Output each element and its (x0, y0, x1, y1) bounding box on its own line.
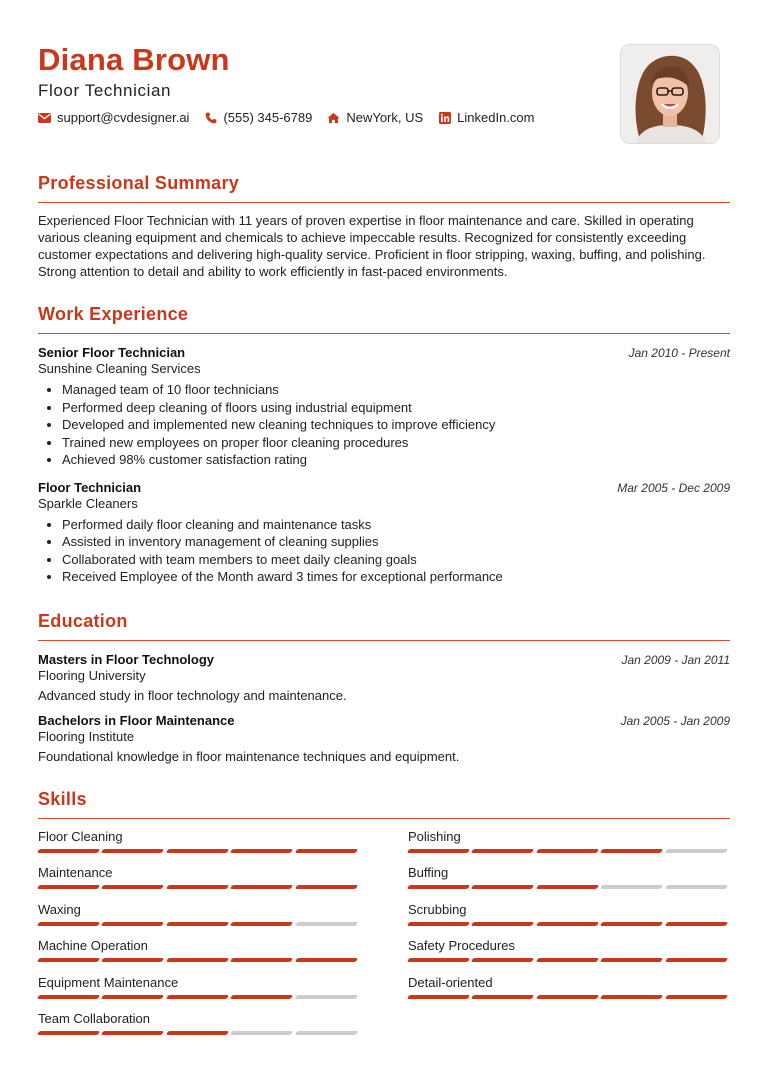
skill-level-segment-filled (471, 849, 535, 853)
skill-level-segment-empty (294, 995, 358, 999)
skills-section (38, 788, 730, 1048)
skill-level-segment-filled (471, 995, 535, 999)
home-icon (327, 111, 340, 124)
job-entry (38, 345, 730, 469)
skill-level-segment-filled (294, 849, 358, 853)
skill-level-segment-filled (101, 1031, 165, 1035)
job-dates: Jan 2010 - Present (628, 346, 730, 360)
contact-email-text: support@cvdesigner.ai (57, 110, 190, 125)
skill-level-segment-filled (37, 1031, 101, 1035)
skill-level-segment-filled (230, 849, 294, 853)
skill-level-segment-filled (536, 995, 600, 999)
job-bullet: • Trained new employees on proper floor cleaning procedures (62, 434, 730, 452)
education-section (38, 610, 730, 764)
skill-level-bar (408, 995, 728, 999)
job-title: Senior Floor Technician (38, 345, 186, 360)
skill-name: Floor Cleaning (38, 828, 123, 844)
skill-name: Machine Operation (38, 938, 148, 953)
education-dates: Jan 2005 - Jan 2009 (620, 713, 730, 728)
skill-level-segment-filled (536, 958, 600, 962)
skill-level-segment-empty (230, 1031, 294, 1035)
job-bullet: • Performed daily floor cleaning and maintenance tasks (62, 516, 730, 534)
job-bullet: • Performed deep cleaning of floors using industrial equipment (62, 399, 730, 417)
skill-level-segment-filled (230, 995, 294, 999)
phone-icon (204, 111, 217, 124)
skill-level-segment-filled (600, 995, 664, 999)
experience-heading: Work Experience (38, 303, 730, 334)
skill-level-bar (38, 922, 358, 926)
skill-level-bar (38, 958, 358, 962)
contact-phone-text: (555) 345-6789 (223, 110, 313, 125)
skill-level-segment-filled (536, 885, 600, 889)
skill-item (408, 975, 728, 1012)
skill-level-segment-filled (407, 958, 471, 962)
skill-level-segment-filled (101, 922, 165, 926)
skill-level-bar (38, 995, 358, 999)
skill-level-segment-empty (294, 1031, 358, 1035)
skill-level-bar (408, 885, 728, 889)
education-entry (38, 713, 730, 764)
job-company: Sunshine Cleaning Services (38, 361, 201, 376)
skill-level-segment-empty (664, 885, 728, 889)
skill-name: Team Collaboration (38, 1011, 151, 1026)
skill-level-segment-filled (536, 922, 600, 926)
job-title: Floor Technician (38, 479, 142, 495)
skill-level-segment-filled (101, 885, 165, 889)
job-bullet: • Assisted in inventory management of cleaning supplies (62, 533, 730, 551)
skill-level-segment-filled (471, 958, 535, 962)
skill-level-segment-filled (407, 922, 471, 926)
experience-section (38, 303, 730, 586)
skill-name: Safety Procedures (408, 938, 515, 953)
envelope-icon (38, 111, 51, 124)
skill-level-segment-filled (37, 922, 101, 926)
skill-level-segment-filled (37, 958, 101, 962)
skill-level-segment-filled (230, 922, 294, 926)
skill-level-segment-filled (664, 995, 728, 999)
skill-level-segment-filled (600, 922, 664, 926)
skill-level-bar (408, 922, 728, 926)
skill-level-segment-filled (407, 885, 471, 889)
skill-level-segment-filled (166, 922, 230, 926)
skill-level-segment-filled (230, 885, 294, 889)
skill-item (408, 829, 728, 866)
degree-title: Bachelors in Floor Maintenance (38, 712, 235, 728)
skill-item (38, 1011, 358, 1048)
skill-item (408, 902, 728, 939)
skill-level-segment-empty (294, 922, 358, 926)
skill-item (38, 975, 358, 1012)
skill-level-segment-filled (600, 958, 664, 962)
skills-grid (38, 829, 730, 1048)
skill-level-segment-filled (230, 958, 294, 962)
profile-photo (620, 44, 720, 144)
linkedin-icon (438, 111, 451, 124)
skill-name: Waxing (38, 901, 81, 917)
skill-level-segment-filled (536, 849, 600, 853)
resume-page (38, 40, 730, 1048)
skill-name: Maintenance (38, 865, 113, 880)
skill-level-segment-filled (166, 958, 230, 962)
skill-name: Detail-oriented (408, 974, 493, 990)
degree-title: Masters in Floor Technology (38, 651, 215, 667)
skill-level-bar (38, 849, 358, 853)
school-name: Flooring University (38, 667, 146, 683)
resume-header (38, 40, 730, 162)
education-heading: Education (38, 610, 730, 641)
skill-level-bar (38, 1031, 358, 1035)
skill-level-segment-filled (166, 1031, 230, 1035)
skill-level-segment-empty (600, 885, 664, 889)
job-bullet: • Achieved 98% customer satisfaction rating (62, 451, 730, 469)
skills-heading: Skills (38, 788, 730, 819)
summary-text: Experienced Floor Technician with 11 years of proven expertise in floor maintenance and care. Skilled in operating various cleaning equipment and chemicals to achieve impeccable results. Recognized for consistently exceeding customer expectations and delivering high-quality service. Proficient in floor stripping, waxing, buffing, and polishing. Strong attention to detail and ability to work efficiently in fast-paced environments. (38, 213, 706, 279)
job-bullets (38, 516, 730, 586)
skill-item (38, 865, 358, 902)
skill-level-segment-filled (37, 995, 101, 999)
skill-level-segment-filled (166, 885, 230, 889)
skill-level-segment-filled (101, 958, 165, 962)
job-bullet: • Collaborated with team members to meet daily cleaning goals (62, 551, 730, 569)
summary-section (38, 172, 730, 280)
skill-item (408, 865, 728, 902)
job-bullet: • Developed and implemented new cleaning techniques to improve efficiency (62, 416, 730, 434)
skill-name: Polishing (408, 828, 461, 844)
skill-level-segment-filled (101, 995, 165, 999)
skill-level-segment-filled (37, 849, 101, 853)
skill-level-segment-filled (166, 995, 230, 999)
skill-level-segment-filled (600, 849, 664, 853)
job-dates: Mar 2005 - Dec 2009 (617, 480, 730, 495)
job-entry (38, 480, 730, 586)
skill-level-bar (408, 849, 728, 853)
skill-item (38, 902, 358, 939)
education-dates: Jan 2009 - Jan 2011 (621, 652, 730, 667)
skill-level-segment-filled (407, 849, 471, 853)
skill-item (38, 829, 358, 866)
education-description: Advanced study in floor technology and maintenance. (38, 687, 347, 703)
candidate-title: Floor Technician (38, 81, 172, 100)
skill-level-segment-filled (471, 922, 535, 926)
skill-level-segment-filled (101, 849, 165, 853)
skill-item (408, 938, 728, 975)
contact-linkedin[interactable] (438, 110, 534, 125)
job-bullets (38, 381, 730, 469)
skill-level-segment-filled (37, 885, 101, 889)
education-entry (38, 652, 730, 703)
contact-email[interactable] (38, 110, 189, 125)
contact-location (327, 110, 423, 125)
skill-level-segment-filled (294, 958, 358, 962)
skill-name: Buffing (408, 865, 449, 880)
skill-level-segment-filled (294, 885, 358, 889)
education-description: Foundational knowledge in floor maintenance techniques and equipment. (38, 748, 460, 764)
skill-name: Equipment Maintenance (38, 974, 179, 990)
job-company: Sparkle Cleaners (38, 495, 138, 511)
skill-level-segment-filled (166, 849, 230, 853)
contact-phone[interactable] (204, 110, 312, 125)
skill-item (38, 938, 358, 975)
skill-level-segment-filled (407, 995, 471, 999)
job-bullet: • Managed team of 10 floor technicians (62, 381, 730, 399)
skill-level-bar (408, 958, 728, 962)
contact-linkedin-text: LinkedIn.com (457, 110, 535, 125)
skill-level-segment-filled (664, 922, 728, 926)
skill-level-segment-empty (664, 849, 728, 853)
skill-level-bar (38, 885, 358, 889)
skill-level-segment-filled (471, 885, 535, 889)
contact-location-text: NewYork, US (346, 110, 424, 125)
skill-level-segment-filled (664, 958, 728, 962)
summary-heading: Professional Summary (38, 172, 730, 203)
candidate-name: Diana Brown (38, 42, 230, 77)
job-bullet: • Received Employee of the Month award 3 times for exceptional performance (62, 568, 730, 586)
skill-name: Scrubbing (408, 901, 467, 917)
school-name: Flooring Institute (38, 728, 135, 744)
